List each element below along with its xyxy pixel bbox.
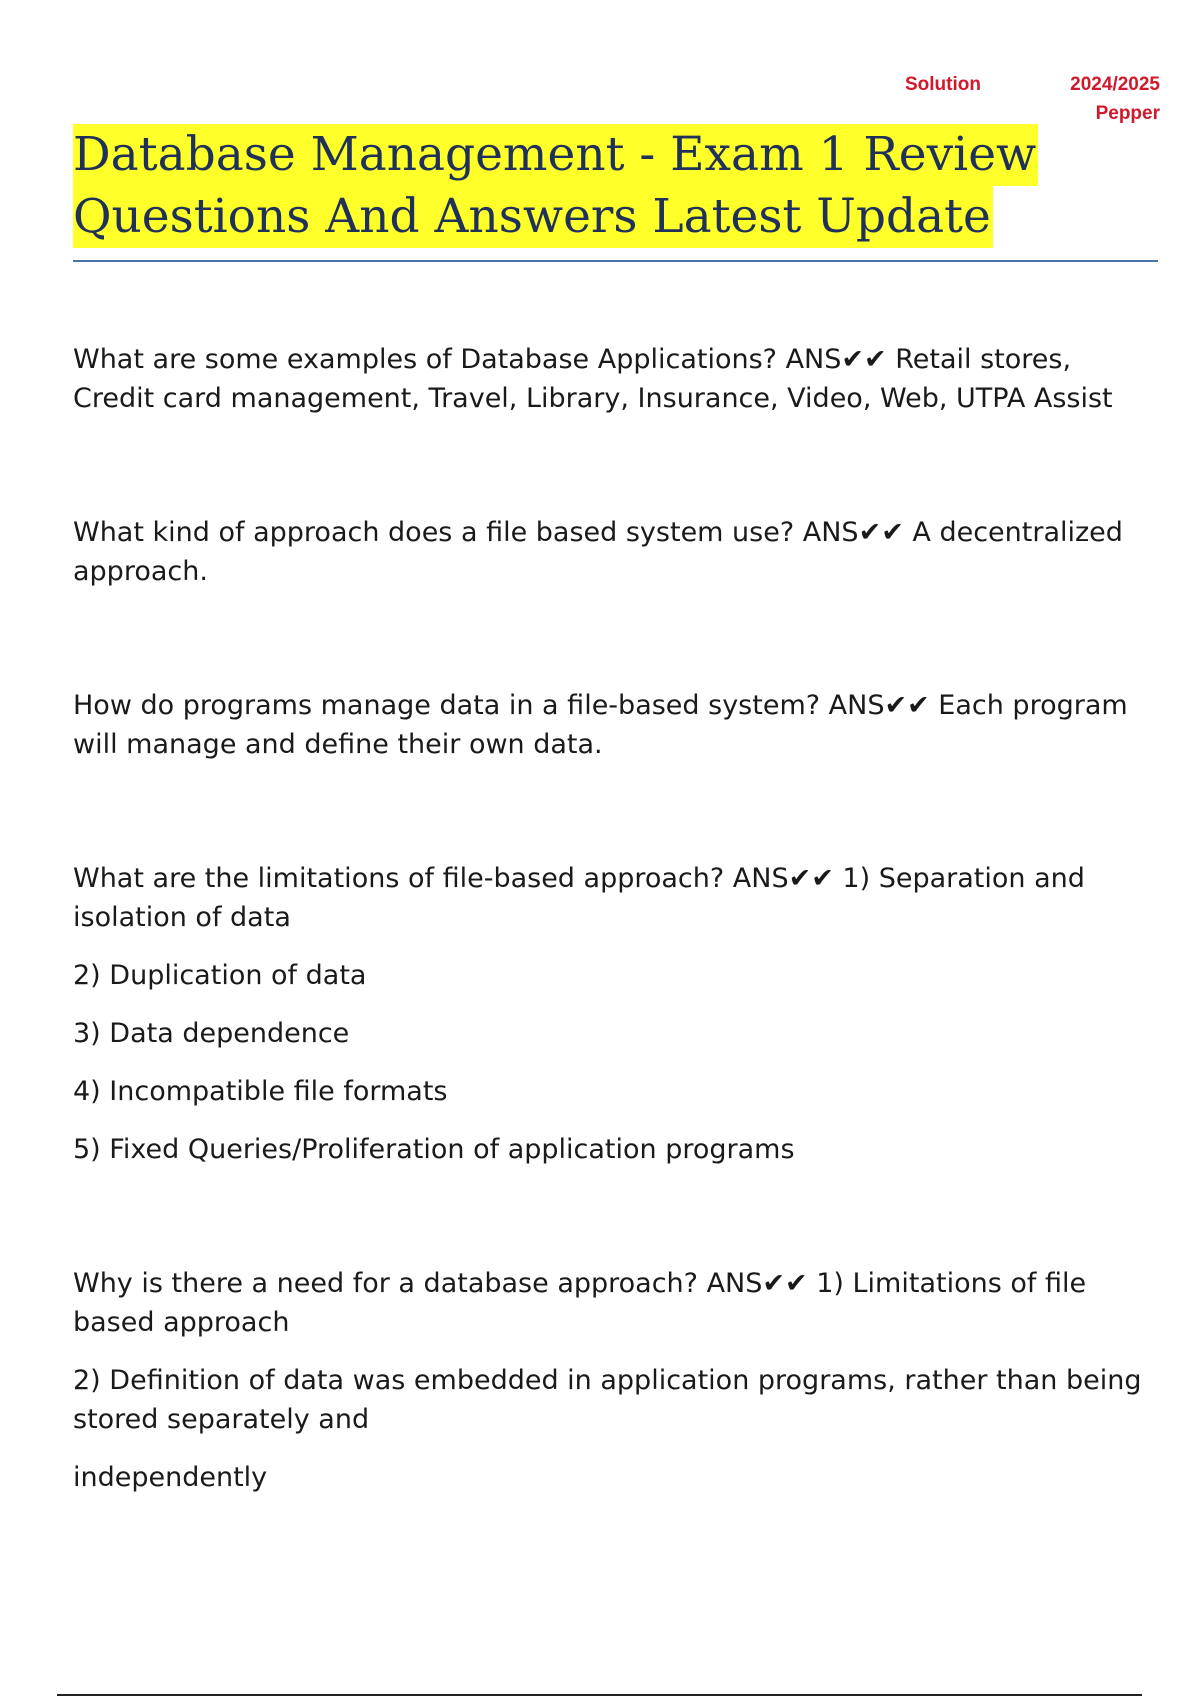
qa-question-answer: What are the limitations of file-based approach? ANS✔✔ 1) Separation and isolation of data: [73, 863, 1085, 933]
title-line-2: Questions And Answers Latest Update: [73, 186, 993, 248]
qa-item: [73, 686, 1153, 764]
title-line-1: Database Management - Exam 1 Review: [73, 124, 1038, 186]
solution-label: Solution: [905, 74, 981, 95]
qa-item: [73, 340, 1153, 418]
qa-question-answer: What kind of approach does a file based system use? ANS✔✔ A decentralized approach.: [73, 517, 1123, 587]
qa-item: [73, 513, 1153, 591]
qa-question-answer: What are some examples of Database Applications? ANS✔✔ Retail stores, Credit card management, Travel, Library, Insurance, Video, Web, UTPA Assist: [73, 344, 1113, 414]
qa-list-item: 5) Fixed Queries/Proliferation of application programs: [73, 1134, 795, 1165]
qa-question-answer: How do programs manage data in a file-based system? ANS✔✔ Each program will manage and define their own data.: [73, 690, 1128, 760]
document-title: [73, 124, 1158, 262]
qa-list-item: independently: [73, 1462, 268, 1493]
footer-divider: [57, 1694, 1142, 1696]
qa-list-item: 3) Data dependence: [73, 1018, 350, 1049]
qa-list-item: 4) Incompatible file formats: [73, 1076, 448, 1107]
qa-list: [73, 340, 1153, 1592]
qa-question-answer: Why is there a need for a database approach? ANS✔✔ 1) Limitations of file based approach: [73, 1268, 1087, 1338]
qa-item: [73, 859, 1153, 1169]
qa-item: [73, 1264, 1153, 1497]
author-label: Pepper: [1095, 103, 1160, 124]
document-header: [0, 72, 1200, 132]
qa-list-item: 2) Duplication of data: [73, 960, 367, 991]
qa-list-item: 2) Definition of data was embedded in application programs, rather than being stored separately and: [73, 1365, 1142, 1435]
year-label: 2024/2025: [1070, 74, 1160, 95]
